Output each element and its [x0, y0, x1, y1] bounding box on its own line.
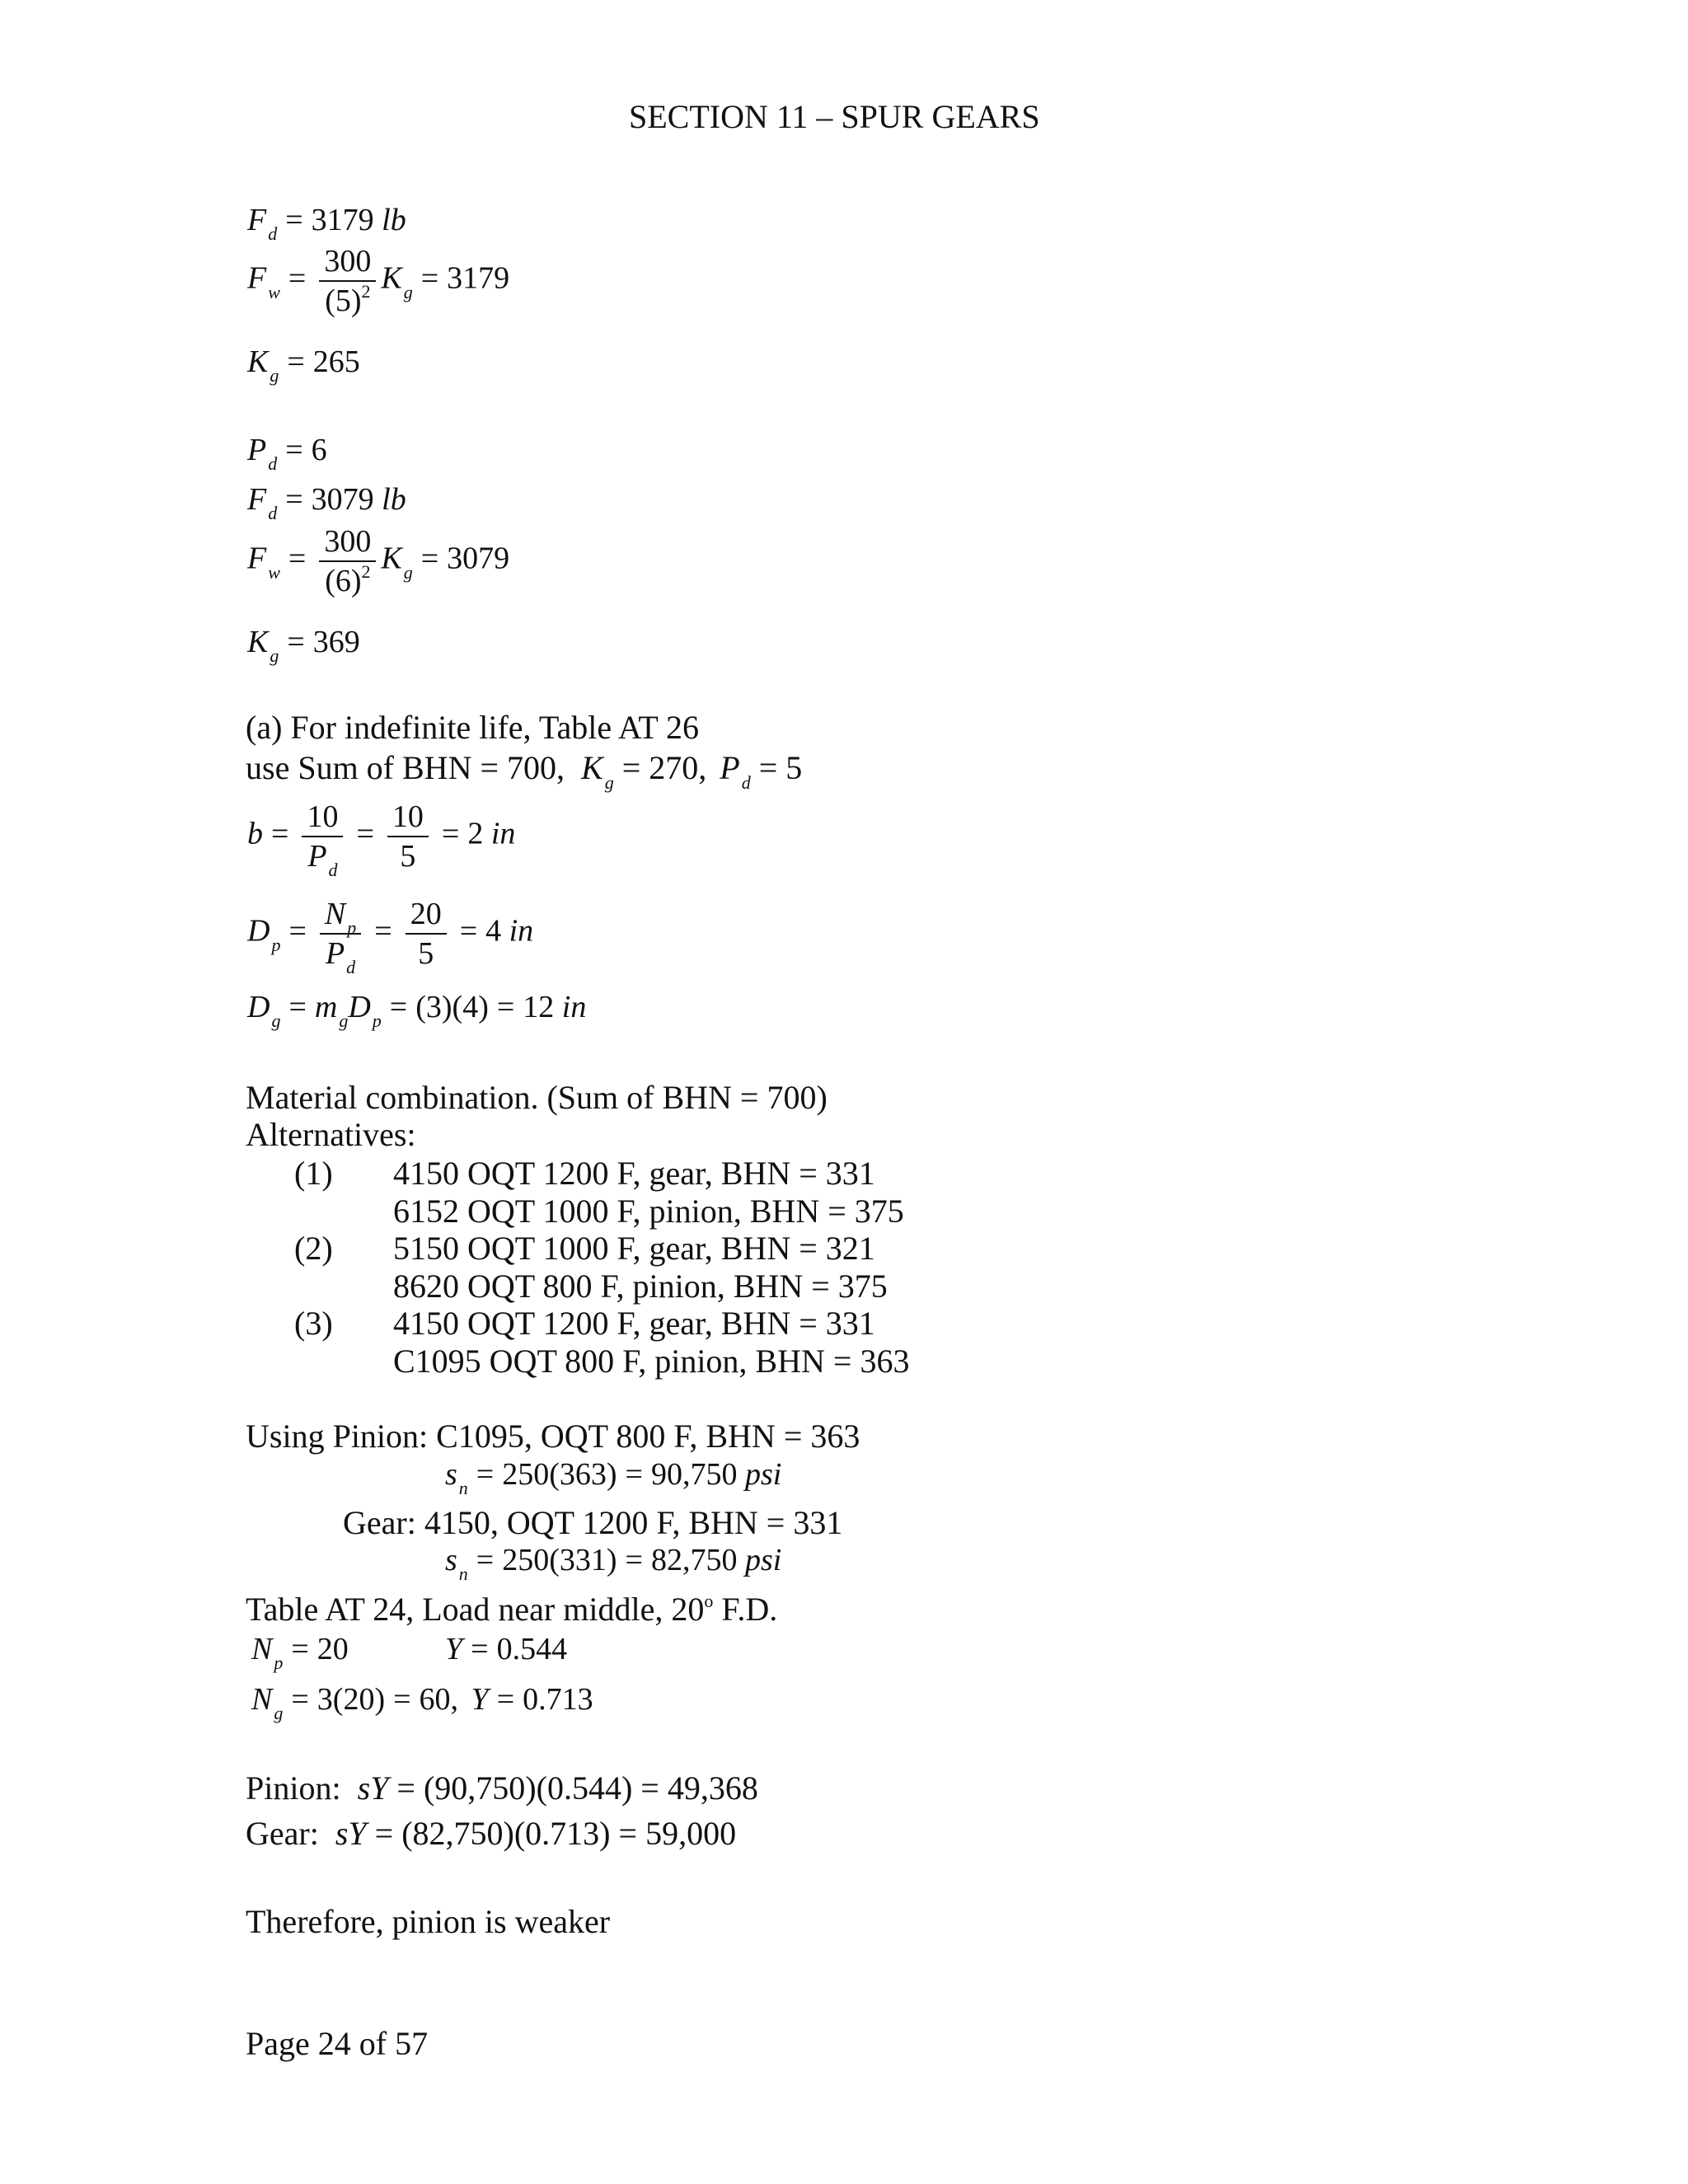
page-header: SECTION 11 – SPUR GEARS	[629, 98, 1040, 135]
alt-1-gear: 4150 OQT 1200 F, gear, BHN = 331	[393, 1155, 875, 1192]
eq-ng: $N_g = 3(20) = 60$, Y = 0.713	[251, 1682, 593, 1723]
eq-dp: $D_p$ = $\frac{N_p}{P_d}$ = $\frac{20}{5}$ = 4 in	[247, 897, 534, 977]
part-a-use-line: use Sum of BHN = 700, $K_g = 270$, $P_d = 5$	[246, 749, 803, 793]
alt-2-pinion: 8620 OQT 800 F, pinion, BHN = 375	[393, 1268, 888, 1305]
eq-y1: Y = 0.544	[445, 1632, 568, 1666]
alt-1-num: (1)	[294, 1155, 333, 1192]
eq-fd-1: $F_d = 3179$ lb	[247, 203, 406, 244]
eq-b: b = $\frac{10}{P_d}$ = $\frac{10}{5}$ = 2 in	[247, 799, 516, 880]
eq-fd-2: $F_d = 3079$ lb	[247, 482, 406, 523]
alt-3-num: (3)	[294, 1305, 333, 1342]
eq-sn-gear: $s_n = 250(331) = 82,750$ psi	[445, 1543, 782, 1584]
sy-pinion: Pinion: sY = (90,750)(0.544) = 49,368	[246, 1769, 758, 1807]
eq-fw-1: $F_w$ = $\frac{300}{(5)^2}$ $K_g = 3179$	[247, 244, 510, 318]
page-number: Page 24 of 57	[246, 2025, 429, 2062]
materials-heading: Material combination. (Sum of BHN = 700)	[246, 1079, 828, 1116]
eq-sn-pinion: $s_n = 250(363) = 90,750$ psi	[445, 1457, 782, 1498]
alt-3-gear: 4150 OQT 1200 F, gear, BHN = 331	[393, 1305, 875, 1342]
using-pinion: Using Pinion: C1095, OQT 800 F, BHN = 363	[246, 1418, 860, 1455]
alt-2-gear: 5150 OQT 1000 F, gear, BHN = 321	[393, 1230, 875, 1267]
alternatives-label: Alternatives:	[246, 1116, 416, 1153]
alt-2-num: (2)	[294, 1230, 333, 1267]
eq-kg-2: $K_g = 369$	[247, 625, 360, 666]
eq-kg-1: $K_g = 265$	[247, 344, 360, 386]
using-gear: Gear: 4150, OQT 1200 F, BHN = 331	[343, 1504, 843, 1541]
eq-fw-2: $F_w$ = $\frac{300}{(6)^2}$ $K_g = 3079$	[247, 524, 510, 598]
eq-dg: $D_g = m_gD_p = (3)(4) = 12$ in	[247, 990, 587, 1031]
alt-1-pinion: 6152 OQT 1000 F, pinion, BHN = 375	[393, 1193, 904, 1230]
eq-np: $N_p = 20$	[251, 1632, 349, 1673]
sy-gear: Gear: sY = (82,750)(0.713) = 59,000	[246, 1815, 737, 1852]
alt-3-pinion: C1095 OQT 800 F, pinion, BHN = 363	[393, 1343, 910, 1380]
table-at24-line: Table AT 24, Load near middle, 20$^o$ F.D.	[246, 1591, 778, 1628]
eq-pd-2: $P_d = 6$	[247, 433, 327, 474]
part-a-intro: (a) For indefinite life, Table AT 26	[246, 709, 700, 746]
conclusion: Therefore, pinion is weaker	[246, 1903, 611, 1940]
